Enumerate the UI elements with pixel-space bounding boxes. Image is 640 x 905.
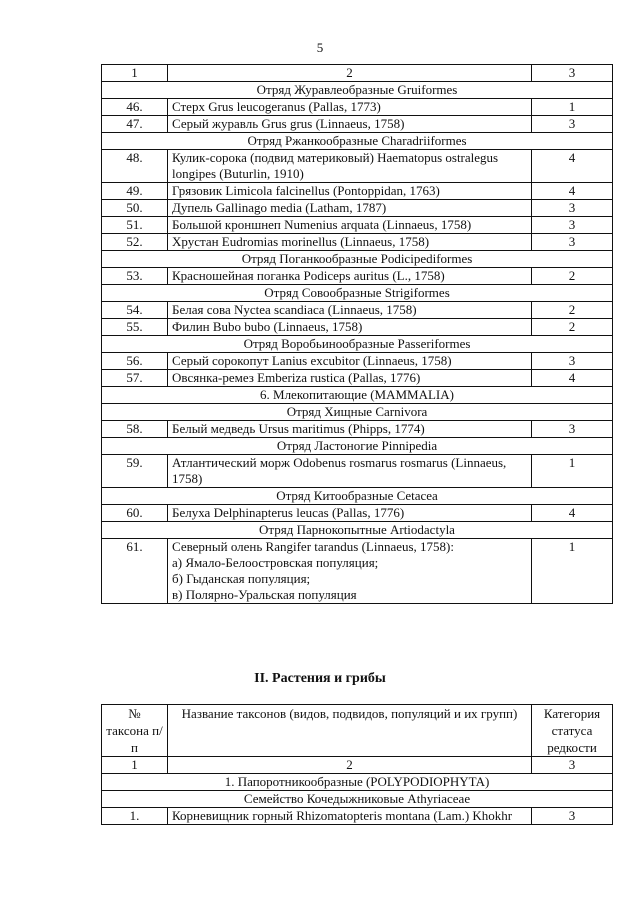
header-category: Категория статуса редкости	[532, 705, 613, 757]
group-heading: 1. Папоротникообразные (POLYPODIOPHYTA)	[102, 774, 613, 791]
group-heading: Отряд Журавлеобразные Gruiformes	[102, 82, 613, 99]
taxon-name-cell	[168, 200, 532, 217]
row-number: 47.	[102, 116, 168, 133]
taxon-name-cell	[168, 99, 532, 116]
rarity-category: 3	[532, 421, 613, 438]
table-row	[102, 370, 613, 387]
taxon-name: Корневищник горный Rhizomatopteris montana (Lam.) Khokhr	[172, 808, 513, 823]
row-number: 54.	[102, 302, 168, 319]
group-heading: Отряд Парнокопытные Artiodactyla	[102, 522, 613, 539]
animals-table-body	[102, 65, 613, 604]
column-number-category: 3	[532, 65, 613, 82]
group-row	[102, 774, 613, 791]
group-heading: Отряд Ржанкообразные Charadriiformes	[102, 133, 613, 150]
population-item: б) Гыданская популяция;	[172, 571, 311, 586]
taxon-name: Стерх Grus leucogeranus (Pallas, 1773)	[172, 99, 381, 114]
taxon-name-cell	[168, 808, 532, 825]
row-number: 56.	[102, 353, 168, 370]
table-row	[102, 268, 613, 285]
group-heading: Семейство Кочедыжниковые Athyriaceae	[102, 791, 613, 808]
rarity-category: 3	[532, 234, 613, 251]
table-row	[102, 116, 613, 133]
rarity-category: 3	[532, 200, 613, 217]
taxon-name: Северный олень Rangifer tarandus (Linnaeus, 1758):	[172, 539, 454, 554]
taxon-name-cell	[168, 234, 532, 251]
group-heading: Отряд Совообразные Strigiformes	[102, 285, 613, 302]
column-number-no: 1	[102, 757, 168, 774]
taxon-name-cell	[168, 539, 532, 604]
rarity-category: 4	[532, 370, 613, 387]
taxon-name-cell	[168, 217, 532, 234]
plants-table	[101, 704, 613, 825]
column-number-name: 2	[168, 65, 532, 82]
row-number: 55.	[102, 319, 168, 336]
rarity-category: 4	[532, 505, 613, 522]
rarity-category: 4	[532, 183, 613, 200]
taxon-name-cell	[168, 353, 532, 370]
group-row	[102, 404, 613, 421]
row-number: 60.	[102, 505, 168, 522]
table-row	[102, 234, 613, 251]
group-row	[102, 336, 613, 353]
taxon-name: Филин Bubo bubo (Linnaeus, 1758)	[172, 319, 363, 334]
plants-header-row	[102, 705, 613, 757]
taxon-name-cell	[168, 319, 532, 336]
group-row	[102, 791, 613, 808]
population-item: а) Ямало-Белоостровская популяция;	[172, 555, 379, 570]
taxon-name: Серый журавль Grus grus (Linnaeus, 1758)	[172, 116, 405, 131]
row-number: 49.	[102, 183, 168, 200]
table-row	[102, 539, 613, 604]
group-heading: Отряд Воробьинообразные Passeriformes	[102, 336, 613, 353]
taxon-name: Белая сова Nyctea scandiaca (Linnaeus, 1758)	[172, 302, 417, 317]
rarity-category: 3	[532, 116, 613, 133]
section-title: II. Растения и грибы	[254, 671, 386, 686]
rarity-category: 3	[532, 353, 613, 370]
row-number: 53.	[102, 268, 168, 285]
group-heading: Отряд Китообразные Cetacea	[102, 488, 613, 505]
plants-table-body	[102, 705, 613, 825]
taxon-name: Белый медведь Ursus maritimus (Phipps, 1774)	[172, 421, 425, 436]
group-row	[102, 522, 613, 539]
column-number-row	[102, 757, 613, 774]
rarity-category: 4	[532, 150, 613, 183]
row-number: 59.	[102, 455, 168, 488]
column-number-row	[102, 65, 613, 82]
row-number: 48.	[102, 150, 168, 183]
page-number: 5	[316, 40, 324, 55]
taxon-name-cell	[168, 370, 532, 387]
taxon-name-cell	[168, 150, 532, 183]
table-row	[102, 150, 613, 183]
row-number: 51.	[102, 217, 168, 234]
table-row	[102, 183, 613, 200]
table-row	[102, 319, 613, 336]
rarity-category: 3	[532, 808, 613, 825]
taxon-name: Большой кроншнеп Numenius arquata (Linnaeus, 1758)	[172, 217, 472, 232]
row-number: 58.	[102, 421, 168, 438]
table-row	[102, 505, 613, 522]
row-number: 52.	[102, 234, 168, 251]
taxon-name-cell	[168, 183, 532, 200]
rarity-category: 1	[532, 539, 613, 604]
column-number-category: 3	[532, 757, 613, 774]
rarity-category: 2	[532, 319, 613, 336]
group-heading: Отряд Хищные Carnivora	[102, 404, 613, 421]
group-row	[102, 82, 613, 99]
taxon-name: Грязовик Limicola falcinellus (Pontoppidan, 1763)	[172, 183, 440, 198]
group-heading: Отряд Ластоногие Pinnipedia	[102, 438, 613, 455]
row-number: 57.	[102, 370, 168, 387]
header-name: Название таксонов (видов, подвидов, популяций и их групп)	[168, 705, 532, 757]
taxon-name-cell	[168, 268, 532, 285]
table-row	[102, 421, 613, 438]
group-row	[102, 251, 613, 268]
row-number: 61.	[102, 539, 168, 604]
table-row	[102, 353, 613, 370]
row-number: 1.	[102, 808, 168, 825]
taxon-name: Атлантический морж Odobenus rosmarus rosmarus (Linnaeus, 1758)	[172, 455, 507, 486]
taxon-name-cell	[168, 455, 532, 488]
taxon-name: Кулик-сорока (подвид материковый) Haematopus ostralegus longipes (Buturlin, 1910)	[172, 150, 499, 181]
taxon-name-cell	[168, 505, 532, 522]
group-heading: Отряд Поганкообразные Podicipediformes	[102, 251, 613, 268]
table-row	[102, 200, 613, 217]
rarity-category: 2	[532, 302, 613, 319]
group-heading: 6. Млекопитающие (MAMMALIA)	[102, 387, 613, 404]
group-row	[102, 488, 613, 505]
rarity-category: 2	[532, 268, 613, 285]
taxon-name: Серый сорокопут Lanius excubitor (Linnaeus, 1758)	[172, 353, 452, 368]
group-row	[102, 387, 613, 404]
group-row	[102, 438, 613, 455]
population-item: в) Полярно-Уральская популяция	[172, 587, 357, 602]
taxon-name-cell	[168, 302, 532, 319]
taxon-name: Белуха Delphinapterus leucas (Pallas, 1776)	[172, 505, 405, 520]
taxon-name-cell	[168, 116, 532, 133]
table-row	[102, 455, 613, 488]
header-no: № таксона п/п	[102, 705, 168, 757]
rarity-category: 1	[532, 455, 613, 488]
table-row	[102, 217, 613, 234]
taxon-name: Хрустан Eudromias morinellus (Linnaeus, 1758)	[172, 234, 430, 249]
row-number: 50.	[102, 200, 168, 217]
taxon-name: Дупель Gallinago media (Latham, 1787)	[172, 200, 387, 215]
table-row	[102, 302, 613, 319]
table-row	[102, 99, 613, 116]
animals-table	[101, 64, 613, 604]
group-row	[102, 285, 613, 302]
row-number: 46.	[102, 99, 168, 116]
rarity-category: 3	[532, 217, 613, 234]
group-row	[102, 133, 613, 150]
rarity-category: 1	[532, 99, 613, 116]
taxon-name-cell	[168, 421, 532, 438]
column-number-name: 2	[168, 757, 532, 774]
column-number-no: 1	[102, 65, 168, 82]
taxon-name: Красношейная поганка Podiceps auritus (L., 1758)	[172, 268, 445, 283]
table-row	[102, 808, 613, 825]
taxon-name: Овсянка-ремез Emberiza rustica (Pallas, 1776)	[172, 370, 421, 385]
